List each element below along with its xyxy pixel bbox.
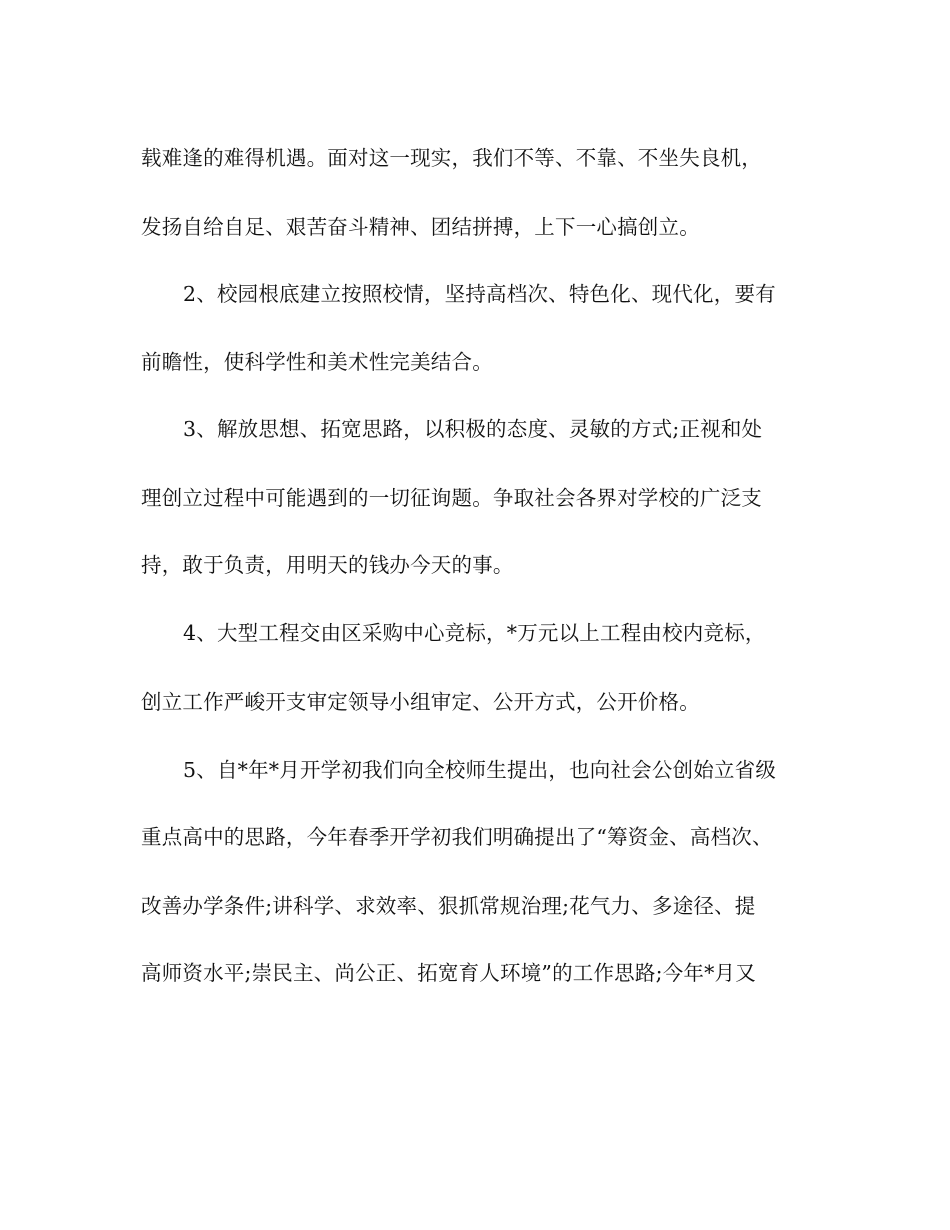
paragraph-4-line: 4、大型工程交由区采购中心竞标，*万元以上工程由校内竞标， — [183, 621, 766, 645]
text-line: 重点高中的思路，今年春季开学初我们明确提出了“筹资金、高档次、 — [141, 825, 773, 849]
text-line: 前瞻性，使科学性和美术性完美结合。 — [141, 350, 493, 374]
paragraph-2-line: 2、校园根底建立按照校情，坚持高档次、特色化、现代化，要有 — [183, 282, 776, 306]
text-line: 创立工作严峻开支审定领导小组审定、公开方式，公开价格。 — [141, 690, 700, 714]
text-line: 持，敢于负责，用明天的钱办今天的事。 — [141, 553, 514, 577]
text-line: 发扬自给自足、艰苦奋斗精神、团结拼搏，上下一心搞创立。 — [141, 215, 700, 239]
paragraph-3-line: 3、解放思想、拓宽思路，以积极的态度、灵敏的方式;正视和处 — [183, 417, 763, 441]
text-line: 改善办学条件;讲科学、求效率、狠抓常规治理;花气力、多途径、提 — [141, 894, 756, 918]
text-line: 载难逢的难得机遇。面对这一现实，我们不等、不靠、不坐失良机， — [141, 146, 762, 170]
paragraph-5-line: 5、自*年*月开学初我们向全校师生提出，也向社会公创始立省级 — [183, 758, 777, 782]
text-line: 理创立过程中可能遇到的一切征询题。争取社会各界对学校的广泛支 — [141, 486, 762, 510]
text-line: 高师资水平;崇民主、尚公正、拓宽育人环境”的工作思路;今年*月又 — [141, 961, 756, 985]
